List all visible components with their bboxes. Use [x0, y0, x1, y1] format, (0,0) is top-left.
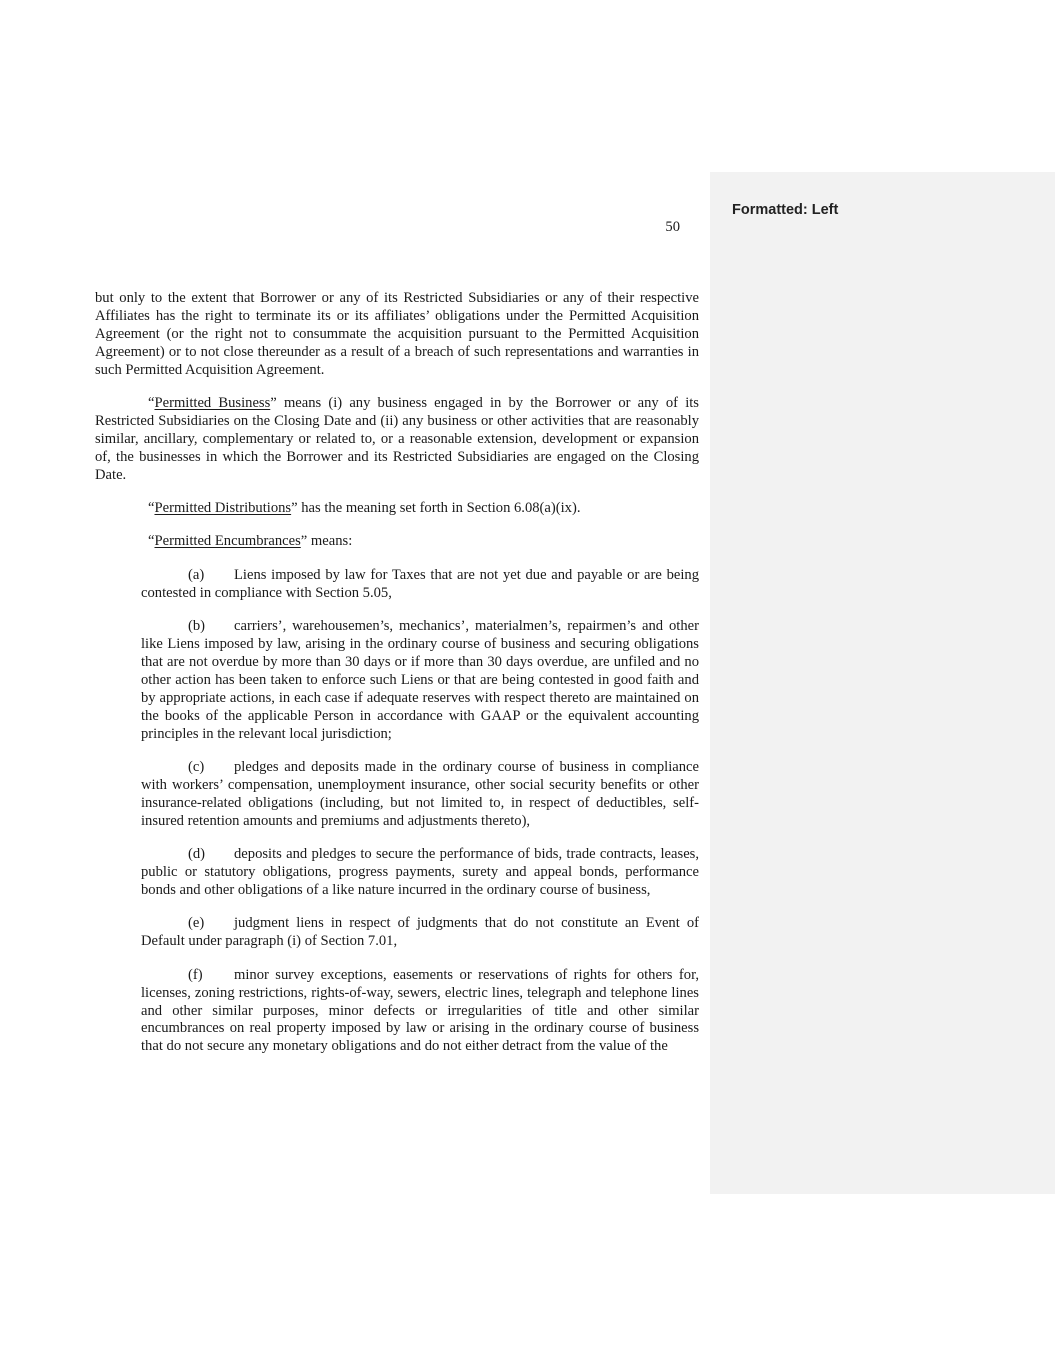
definition-permitted-business [95, 395, 699, 485]
item-label: (b) [188, 618, 206, 635]
item-text: minor survey exceptions, easements or reservations of rights for others for, licenses, zoning restrictions, rights-of-way, sewers, electric lines, telegraph and telephone lines and other similar purposes, minor defects or irregularities of title and other similar encumbrances on real property imposed by law or arising in the ordinary course of business that do not secure any monetary obligations and do not either detract from the value of the [141, 966, 699, 1055]
item-text: Liens imposed by law for Taxes that are not yet due and payable or are being contested in compliance with Section 5.05, [141, 566, 699, 601]
page-number: 50 [665, 219, 680, 235]
quote-open: “ [148, 395, 155, 412]
item-text: deposits and pledges to secure the performance of bids, trade contracts, leases, public or statutory obligations, progress payments, surety and appeal bonds, performance bonds and other obligations of a like nature incurred in the ordinary course of business, [141, 846, 699, 898]
item-label: (a) [188, 566, 205, 583]
item-label: (e) [188, 915, 205, 932]
item-text: carriers’, warehousemen’s, mechanics’, materialmen’s, repairmen’s and other like Liens imposed by law, arising in the ordinary course of business and securing obligations that are not overdue by more than 30 days or if more than 30 days overdue, are unfiled and no other action has been taken to enforce such Liens or that are being contested in good faith and by appropriate actions, in each case if adequate reserves with respect thereto are maintained on the books of the applicable Person in accordance with GAAP or the equivalent accounting principles in the relevant local jurisdiction; [141, 618, 699, 742]
definition-text: ” means (i) any business engaged in by the Borrower or any of its Restricted Subsidiaries on the Closing Date and (ii) any business or other activities that are reasonably similar, ancillary, complementary or related to, or a reasonable extension, development or expansion of, the businesses in which the Borrower and its Restricted Subsidiaries are engaged on the Closing Date. [95, 395, 699, 483]
document-body [95, 290, 699, 1072]
definition-permitted-distributions [95, 500, 699, 518]
list-item [141, 759, 699, 831]
definition-text: ” means: [300, 533, 353, 550]
comment-pane-title: Formatted: Left [732, 202, 839, 218]
item-text: pledges and deposits made in the ordinary course of business in compliance with workers’ compensation, unemployment insurance, other social security benefits or other insurance-related obligations (including, but not limited to, in respect of deductibles, self-insured retention amounts and premiums and adjustments thereto), [141, 759, 699, 829]
paragraph-continuation: but only to the extent that Borrower or any of its Restricted Subsidiaries or any of their respective Affiliates has the right to terminate its or its affiliates’ obligations under the Permitted Acquisition Agreement (or the right not to consummate the acquisition pursuant to the Permitted Acquisition Agreement) or to not close thereunder as a result of a breach of such representations and warranties in such Permitted Acquisition Agreement. [95, 290, 699, 378]
list-item [141, 618, 699, 743]
list-item [141, 846, 699, 900]
defined-term: Permitted Distributions [154, 500, 292, 517]
list-item [141, 915, 699, 951]
defined-term: Permitted Encumbrances [154, 533, 301, 550]
item-label: (d) [188, 846, 206, 863]
quote-open: “ [148, 533, 155, 550]
definition-text: ” has the meaning set forth in Section 6.08(a)(ix). [291, 500, 581, 517]
item-text: judgment liens in respect of judgments that do not constitute an Event of Default under paragraph (i) of Section 7.01, [141, 915, 699, 950]
list-item [141, 567, 699, 603]
comment-pane [710, 172, 1055, 1194]
item-label: (c) [188, 759, 205, 776]
list-item [141, 967, 699, 1057]
defined-term: Permitted Business [154, 395, 271, 412]
quote-open: “ [148, 500, 155, 517]
definition-permitted-encumbrances [95, 533, 699, 551]
item-label: (f) [188, 966, 203, 983]
